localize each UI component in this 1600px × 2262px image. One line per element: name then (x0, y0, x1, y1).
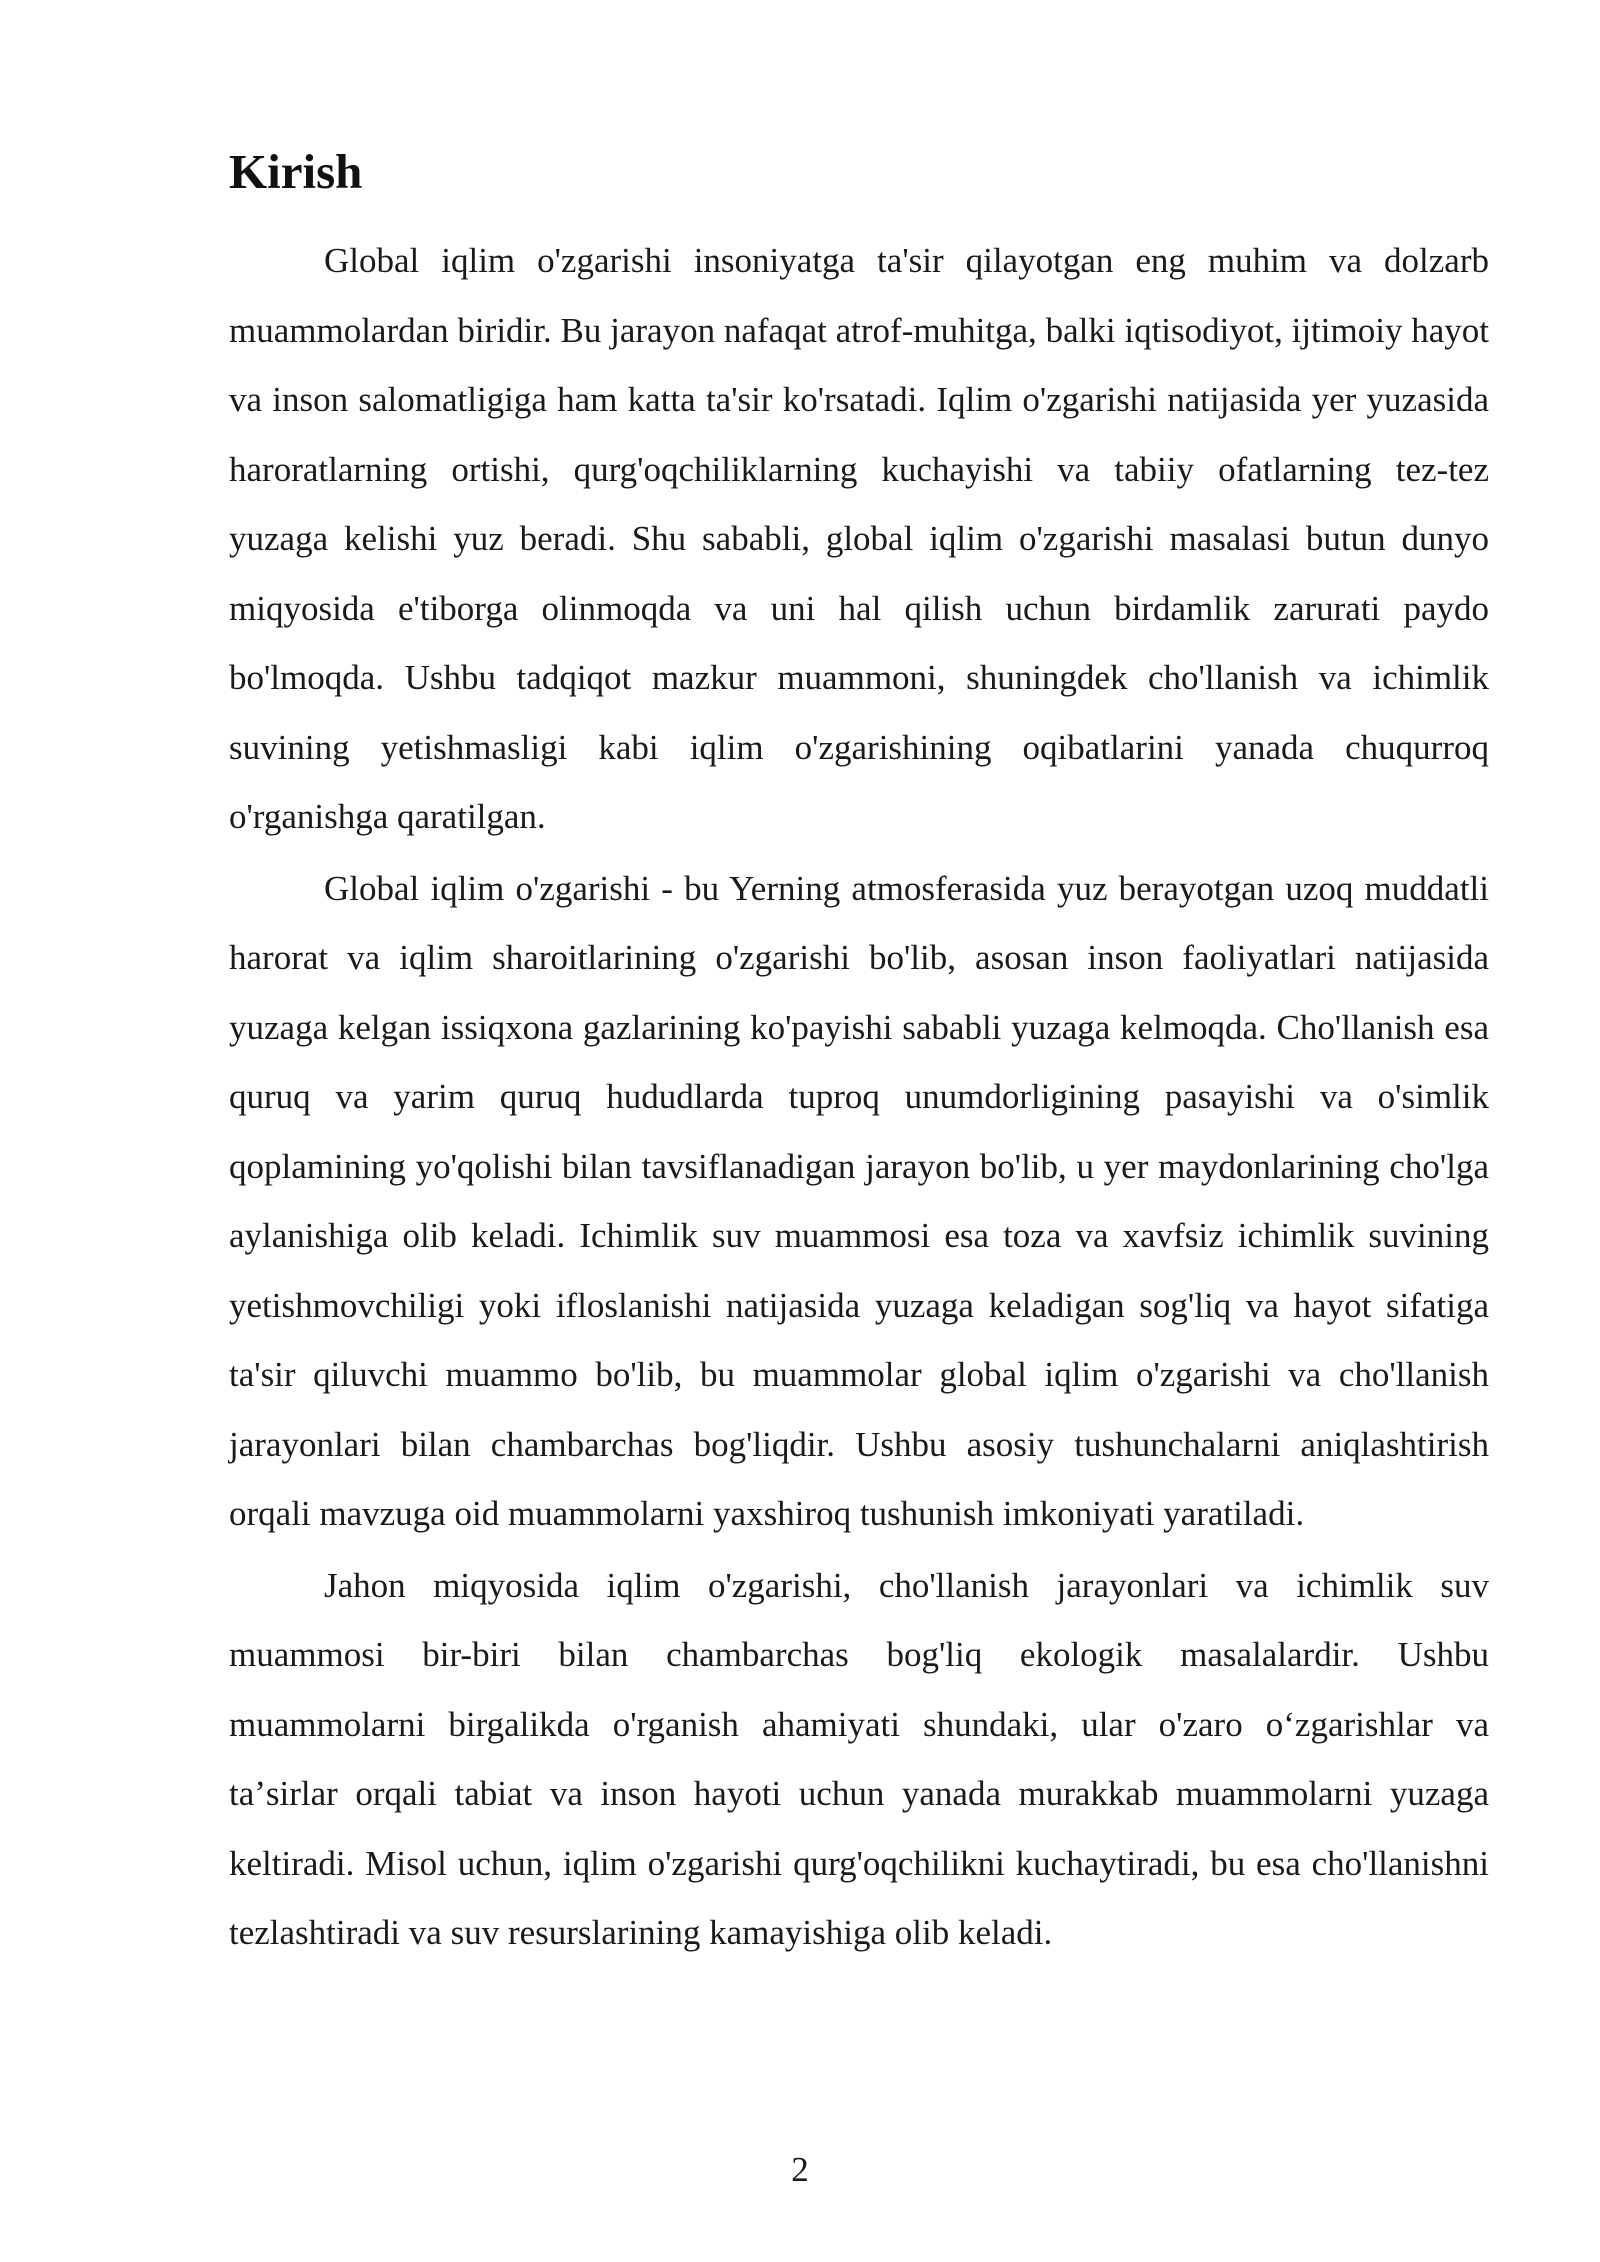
page-content (229, 140, 1489, 1970)
paragraph-2: Global iqlim o'zgarishi - bu Yerning atmosferasida yuz berayotgan uzoq muddatli harorat va iqlim sharoitlarining o'zgarishi bo'lib, asosan inson faoliyatlari natijasida yuzaga kelgan issiqxona gazlarining ko'payishi sababli yuzaga kelmoqda. Cho'llanish esa quruq va yarim quruq hududlarda tuproq unumdorligining pasayishi va o'simlik qoplamining yo'qolishi bilan tavsiflanadigan jarayon bo'lib, u yer maydonlarining cho'lga aylanishiga olib keladi. Ichimlik suv muammosi esa toza va xavfsiz ichimlik suvining yetishmovchiligi yoki ifloslanishi natijasida yuzaga keladigan sog'liq va hayot sifatiga ta'sir qiluvchi muammo bo'lib, bu muammolar global iqlim o'zgarishi va cho'llanish jarayonlari bilan chambarchas bog'liqdir. Ushbu asosiy tushunchalarni aniqlashtirish orqali mavzuga oid muammolarni yaxshiroq tushunish imkoniyati yaratiladi. (229, 868, 1489, 1533)
paragraph-1: Global iqlim o'zgarishi insoniyatga ta'sir qilayotgan eng muhim va dolzarb muammolardan biridir. Bu jarayon nafaqat atrof-muhitga, balki iqtisodiyot, ijtimoiy hayot va inson salomatligiga ham katta ta'sir ko'rsatadi. Iqlim o'zgarishi natijasida yer yuzasida haroratlarning ortishi, qurg'oqchiliklarning kuchayishi va tabiiy ofatlarning tez-tez yuzaga kelishi yuz beradi. Shu sababli, global iqlim o'zgarishi masalasi butun dunyo miqyosida e'tiborga olinmoqda va uni hal qilish uchun birdamlik zarurati paydo bo'lmoqda. Ushbu tadqiqot mazkur muammoni, shuningdek cho'llanish va ichimlik suvining yetishmasligi kabi iqlim o'zgarishining oqibatlarini yanada chuqurroq o'rganishga qaratilgan. (229, 241, 1489, 836)
paragraph-3: Jahon miqyosida iqlim o'zgarishi, cho'llanish jarayonlari va ichimlik suv muammosi bir-biri bilan chambarchas bog'liq ekologik masalalardir. Ushbu muammolarni birgalikda o'rganish ahamiyati shundaki, ular o'zaro oʻzgarishlar va taʼsirlar orqali tabiat va inson hayoti uchun yanada murakkab muammolarni yuzaga keltiradi. Misol uchun, iqlim o'zgarishi qurg'oqchilikni kuchaytiradi, bu esa cho'llanishni tezlashtiradi va suv resurslarining kamayishiga olib keladi. (229, 1565, 1489, 1952)
page-number: 2 (791, 2150, 809, 2189)
section-heading: Kirish (229, 144, 363, 199)
